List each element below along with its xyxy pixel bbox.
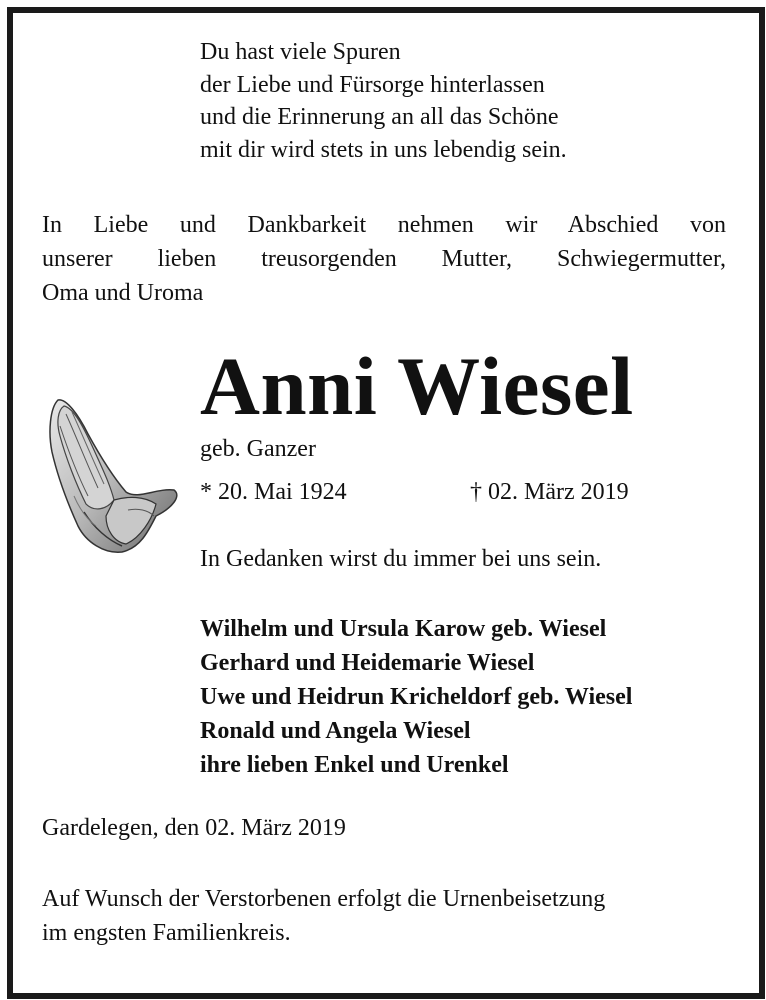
- death-date: † 02. März 2019: [470, 479, 629, 505]
- note-line: Auf Wunsch der Verstorbenen erfolgt die Urnenbeisetzung: [42, 886, 606, 912]
- poem-line: und die Erinnerung an all das Schöne: [200, 104, 559, 130]
- mourner-line: Wilhelm und Ursula Karow geb. Wiesel: [200, 616, 607, 642]
- memorial-quote: In Gedanken wirst du immer bei uns sein.: [200, 546, 602, 572]
- mourner-line: Gerhard und Heidemarie Wiesel: [200, 650, 535, 676]
- note-line: im engsten Familienkreis.: [42, 920, 291, 946]
- intro-line: In Liebe und Dankbarkeit nehmen wir Abschied von: [42, 212, 726, 238]
- burial-note: [42, 882, 605, 950]
- deceased-name: Anni Wiesel: [200, 340, 634, 432]
- mourner-line: Ronald und Angela Wiesel: [200, 718, 471, 744]
- poem-line: mit dir wird stets in uns lebendig sein.: [200, 136, 567, 163]
- intro-line: unserer lieben treusorgenden Mutter, Schwiegermutter,: [42, 246, 726, 272]
- intro-text: [42, 208, 726, 310]
- poem: [200, 36, 567, 166]
- mourner-line: ihre lieben Enkel und Urenkel: [200, 752, 509, 778]
- birth-date: * 20. Mai 1924: [200, 479, 347, 505]
- intro-line: Oma und Uroma: [42, 280, 204, 306]
- poem-line: der Liebe und Fürsorge hinterlassen: [200, 71, 545, 98]
- place-date: Gardelegen, den 02. März 2019: [42, 815, 346, 841]
- mourners-list: [200, 612, 632, 782]
- poem-line: Du hast viele Spuren: [200, 39, 401, 65]
- mourner-line: Uwe und Heidrun Kricheldorf geb. Wiesel: [200, 684, 633, 710]
- praying-hands-icon: [44, 392, 184, 562]
- birth-name: geb. Ganzer: [200, 436, 316, 462]
